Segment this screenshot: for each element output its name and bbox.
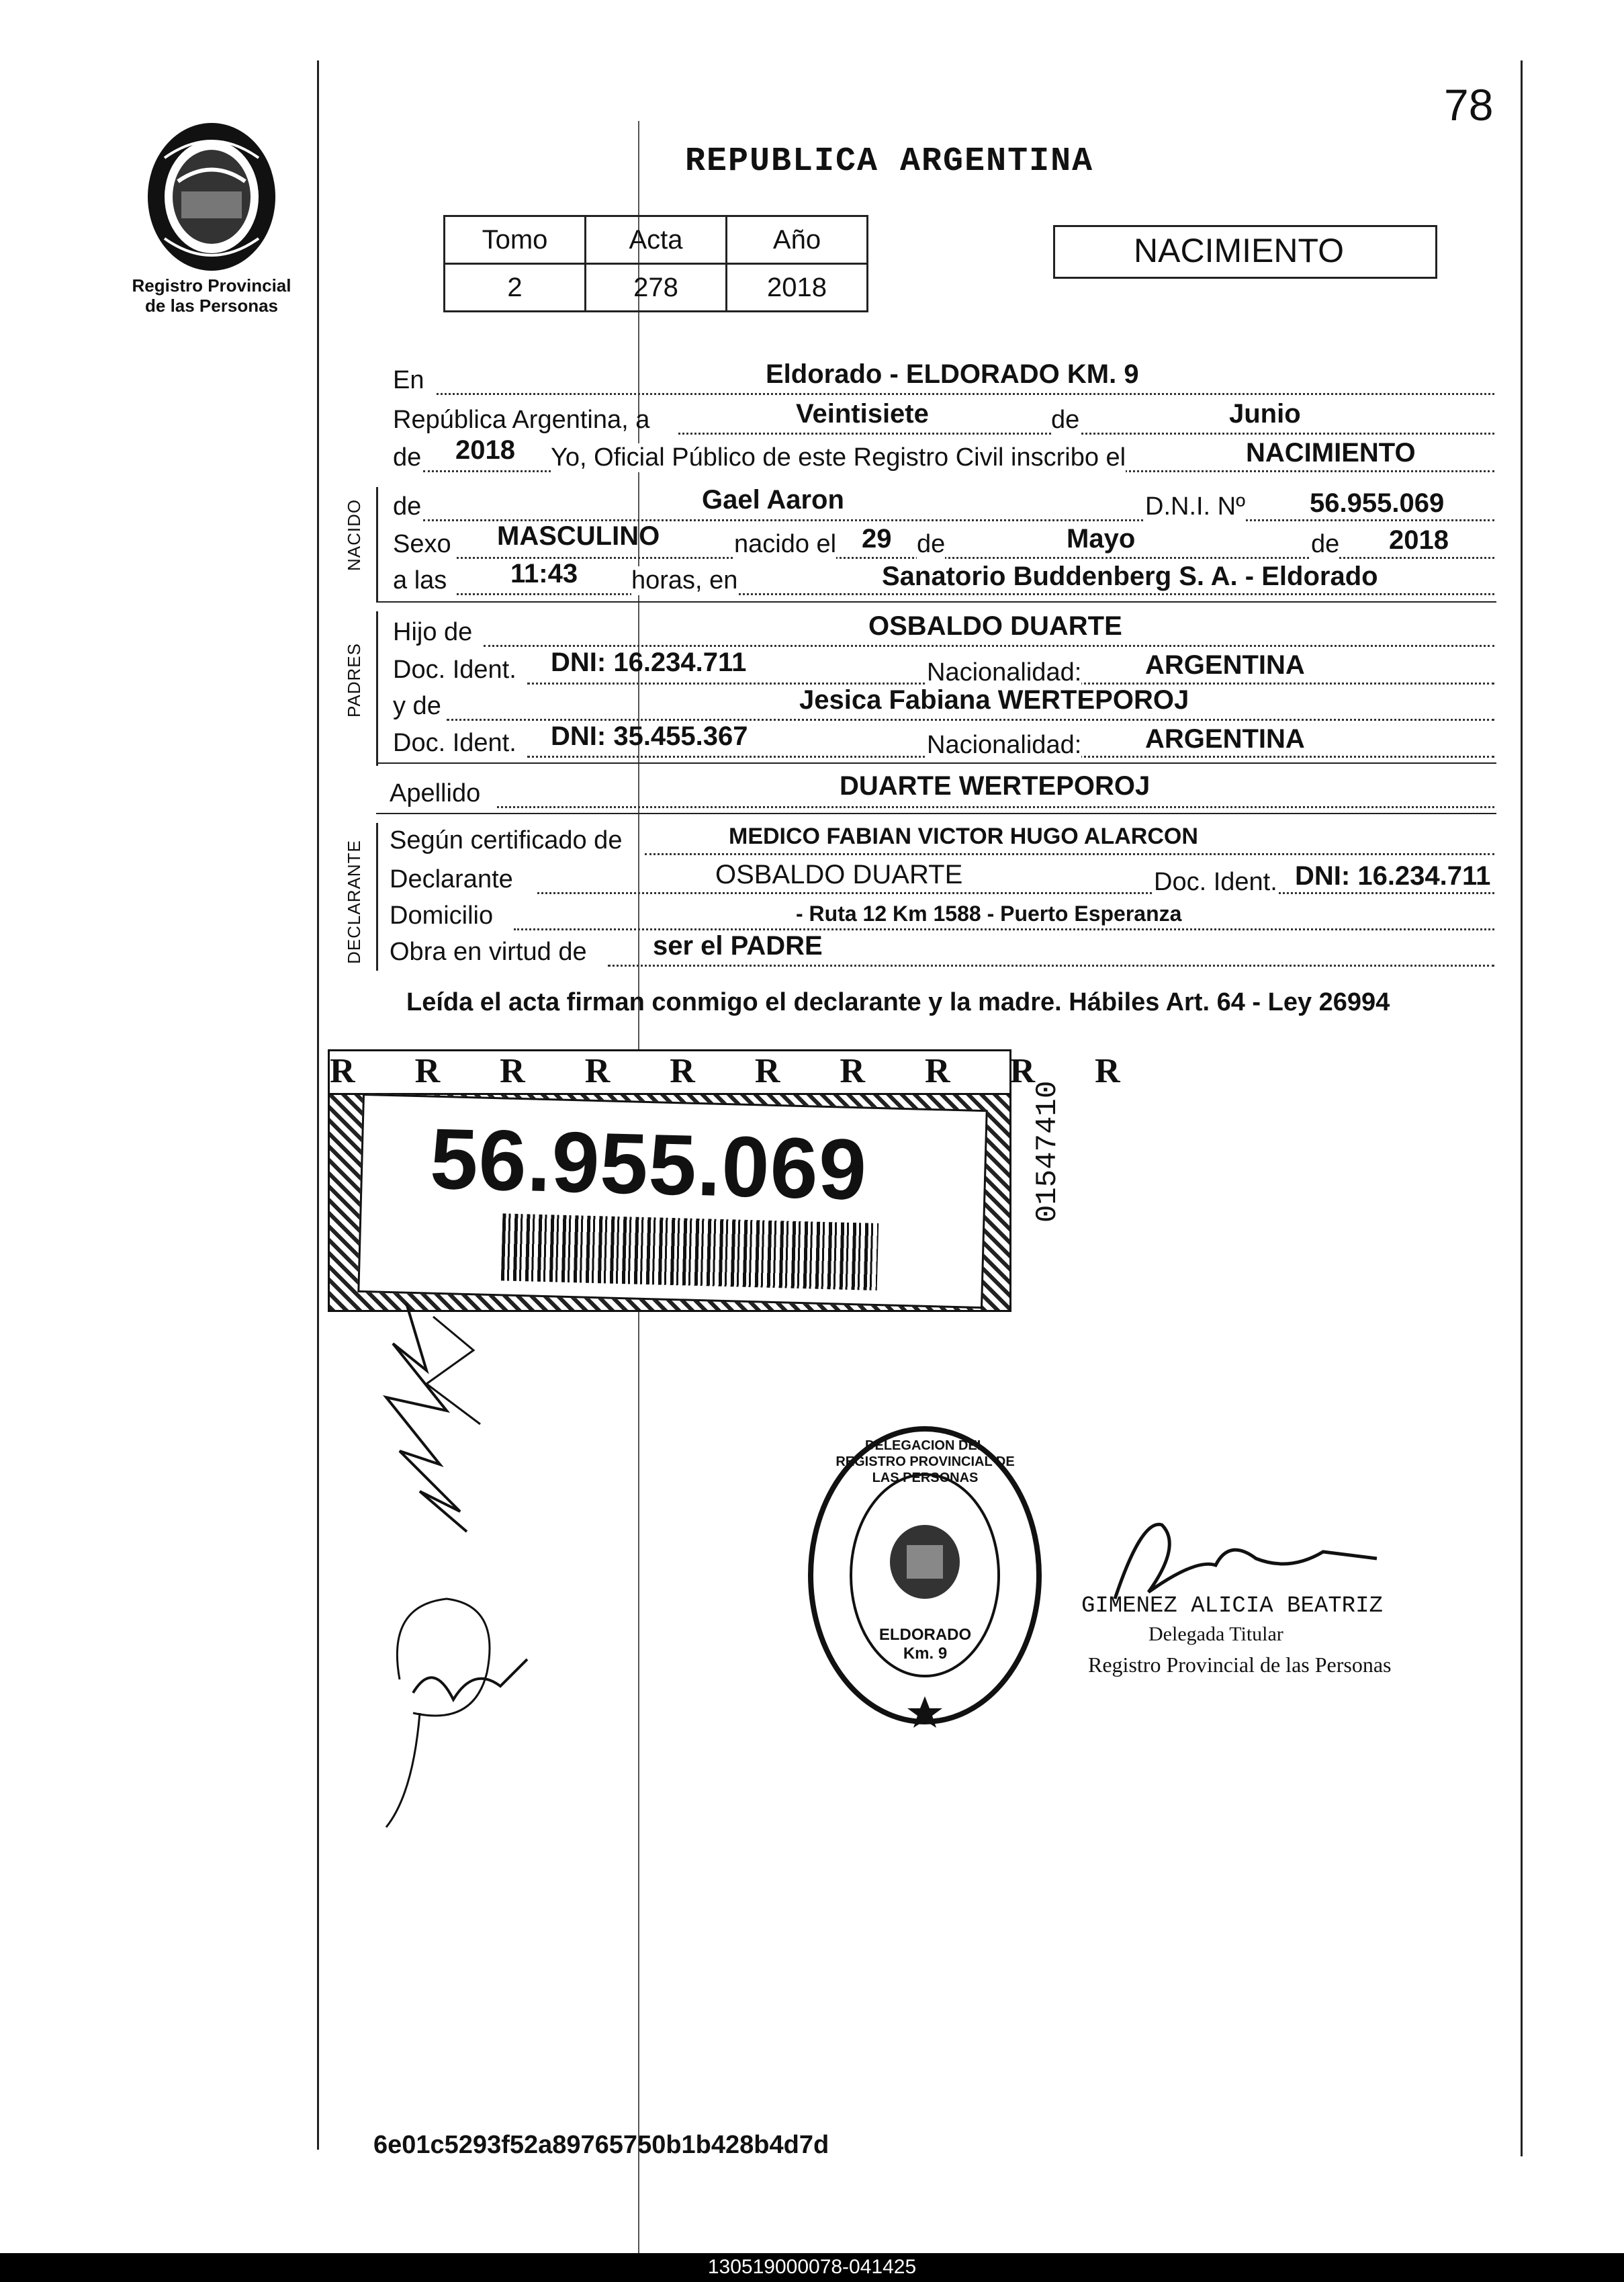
label-segun: Según certificado de	[390, 826, 623, 854]
section-divider	[376, 601, 1496, 603]
stamp-pattern-letter: R	[754, 1052, 806, 1090]
value-mes: Junio	[1229, 399, 1301, 429]
bracket-padres	[376, 611, 378, 766]
side-label-padres: PADRES	[344, 643, 364, 717]
bracket-declarante	[376, 823, 378, 971]
label-de-year: de	[393, 443, 422, 472]
value-madre-doc: DNI: 35.455.367	[551, 721, 748, 751]
provincial-emblem	[141, 118, 282, 275]
stamp-pattern-letter: R	[500, 1052, 551, 1090]
label-dni: D.N.I. Nº	[1145, 492, 1245, 521]
value-apellido: DUARTE WERTEPOROJ	[840, 771, 1151, 801]
label-nacido-el: nacido el	[734, 530, 837, 558]
value-hora: 11:43	[510, 559, 578, 588]
dotted-line	[608, 965, 1494, 967]
dotted-line	[447, 719, 1494, 721]
value-dni: 56.955.069	[1310, 488, 1445, 518]
signer-role: Delegada Titular	[1148, 1623, 1283, 1645]
label-obra: Obra en virtud de	[390, 938, 587, 966]
misiones-emblem-icon	[141, 118, 282, 275]
record-type: NACIMIENTO	[1134, 232, 1344, 269]
label-nacionalidad: Nacionalidad:	[927, 731, 1082, 759]
record-table	[443, 215, 868, 312]
dotted-line	[484, 645, 1494, 647]
label-declarante: Declarante	[390, 865, 513, 893]
value-certificado: MEDICO FABIAN VICTOR HUGO ALARCON	[729, 824, 1198, 849]
value-acto: NACIMIENTO	[1246, 438, 1416, 468]
registry-caption-line-2: de las Personas	[145, 296, 278, 316]
stamp-pattern-letter: R	[840, 1052, 891, 1090]
value-nombre: Gael Aaron	[702, 485, 844, 515]
dotted-line	[514, 928, 1494, 930]
value-nac-anio: 2018	[1389, 525, 1449, 555]
stamp-pattern-letter: R	[670, 1052, 721, 1090]
side-label-declarante: DECLARANTE	[344, 840, 364, 964]
official-seal	[806, 1424, 1044, 1726]
table-header: Acta	[586, 216, 727, 264]
dotted-line	[645, 853, 1494, 855]
stamp-pattern-letter: R	[1095, 1052, 1146, 1090]
value-sexo: MASCULINO	[497, 521, 660, 551]
value-nac-dia: 29	[862, 524, 892, 554]
label-hijo-de: Hijo de	[393, 618, 473, 646]
table-header: Tomo	[445, 216, 586, 264]
dotted-line	[457, 593, 1494, 595]
bracket-nacido	[376, 487, 378, 601]
stamp-pattern-letter: R	[924, 1052, 976, 1090]
mother-signature	[373, 1579, 547, 1834]
label-nacionalidad: Nacionalidad:	[927, 658, 1082, 687]
section-divider	[376, 762, 1496, 764]
dotted-line	[537, 892, 1494, 894]
value-padre-doc: DNI: 16.234.711	[551, 648, 747, 677]
left-margin-line	[317, 60, 319, 2150]
value-lugar: Eldorado - ELDORADO KM. 9	[766, 359, 1139, 389]
table-cell: 2	[445, 264, 586, 312]
dotted-line	[678, 433, 1494, 435]
stamp-pattern-letter: R	[1009, 1052, 1061, 1090]
value-declarante-doc: DNI: 16.234.711	[1295, 861, 1491, 891]
dotted-line	[437, 393, 1494, 395]
table-cell: 278	[586, 264, 727, 312]
registry-caption	[121, 275, 302, 316]
label-de-year2: de	[1311, 530, 1340, 558]
stamp-inner	[357, 1094, 987, 1309]
stamp-pattern-row	[330, 1051, 1146, 1095]
label-en: En	[393, 366, 424, 394]
label-republica: República Argentina, a	[393, 406, 650, 434]
label-horas-en: horas, en	[631, 566, 738, 595]
label-apellido: Apellido	[390, 779, 481, 807]
label-domicilio: Domicilio	[390, 902, 494, 930]
closing-text: Leída el acta firman conmigo el declarante y la madre. Hábiles Art. 64 - Ley 26994	[406, 988, 1390, 1016]
section-divider	[376, 813, 1496, 814]
signer-name: GIMENEZ ALICIA BEATRIZ	[1081, 1593, 1383, 1619]
seal-ring-text: DELEGACION DEL REGISTRO PROVINCIAL DE LAS PERSONAS	[836, 1438, 1015, 1485]
value-anio: 2018	[455, 435, 515, 465]
document-hash: 6e01c5293f52a89765750b1b428b4d7d	[373, 2131, 829, 2159]
declarant-signature	[366, 1290, 514, 1572]
value-obra: ser el PADRE	[653, 931, 823, 961]
label-yo: Yo, Oficial Público de este Registro Civil inscribo el	[551, 443, 1126, 472]
right-margin-line	[1521, 60, 1523, 2156]
signer-office: Registro Provincial de las Personas	[1088, 1653, 1392, 1677]
value-declarante: OSBALDO DUARTE	[715, 860, 963, 889]
value-nac-mes: Mayo	[1067, 524, 1136, 554]
stamp-number: 56.955.069	[428, 1110, 868, 1219]
dotted-line	[497, 806, 1494, 808]
value-padre: OSBALDO DUARTE	[868, 611, 1122, 641]
value-dia-letras: Veintisiete	[796, 399, 929, 429]
stamp-pattern-letter: R	[584, 1052, 636, 1090]
value-madre: Jesica Fabiana WERTEPOROJ	[799, 685, 1189, 715]
stamp-pattern-letter: R	[330, 1052, 381, 1090]
page-title: REPUBLICA ARGENTINA	[685, 142, 1094, 181]
table-cell: 2018	[727, 264, 868, 312]
value-lugar-nacimiento: Sanatorio Buddenberg S. A. - Eldorado	[882, 562, 1378, 591]
barcode	[501, 1213, 878, 1290]
label-sexo: Sexo	[393, 530, 451, 558]
footer-code: 130519000078-041425	[707, 2256, 917, 2278]
stamp-serial: 01547410	[1031, 1080, 1065, 1223]
label-de: de	[1051, 406, 1080, 434]
label-doc-ident: Doc. Ident.	[393, 656, 516, 684]
registry-caption-line-1: Registro Provincial	[132, 275, 291, 296]
label-a-las: a las	[393, 566, 447, 595]
label-declarante-doc: Doc. Ident.	[1154, 868, 1277, 896]
value-madre-nac: ARGENTINA	[1145, 724, 1305, 754]
seal-inner-text: ELDORADO Km. 9	[878, 1626, 972, 1663]
page-number: 78	[1444, 80, 1494, 130]
label-de-name: de	[393, 492, 422, 521]
table-header: Año	[727, 216, 868, 264]
stamp-pattern-letter: R	[414, 1052, 466, 1090]
value-domicilio: - Ruta 12 Km 1588 - Puerto Esperanza	[796, 902, 1182, 926]
label-y-de: y de	[393, 692, 441, 720]
side-label-nacido: NACIDO	[344, 498, 364, 571]
label-de-month: de	[917, 530, 946, 558]
label-doc-ident: Doc. Ident.	[393, 729, 516, 757]
value-padre-nac: ARGENTINA	[1145, 650, 1305, 680]
